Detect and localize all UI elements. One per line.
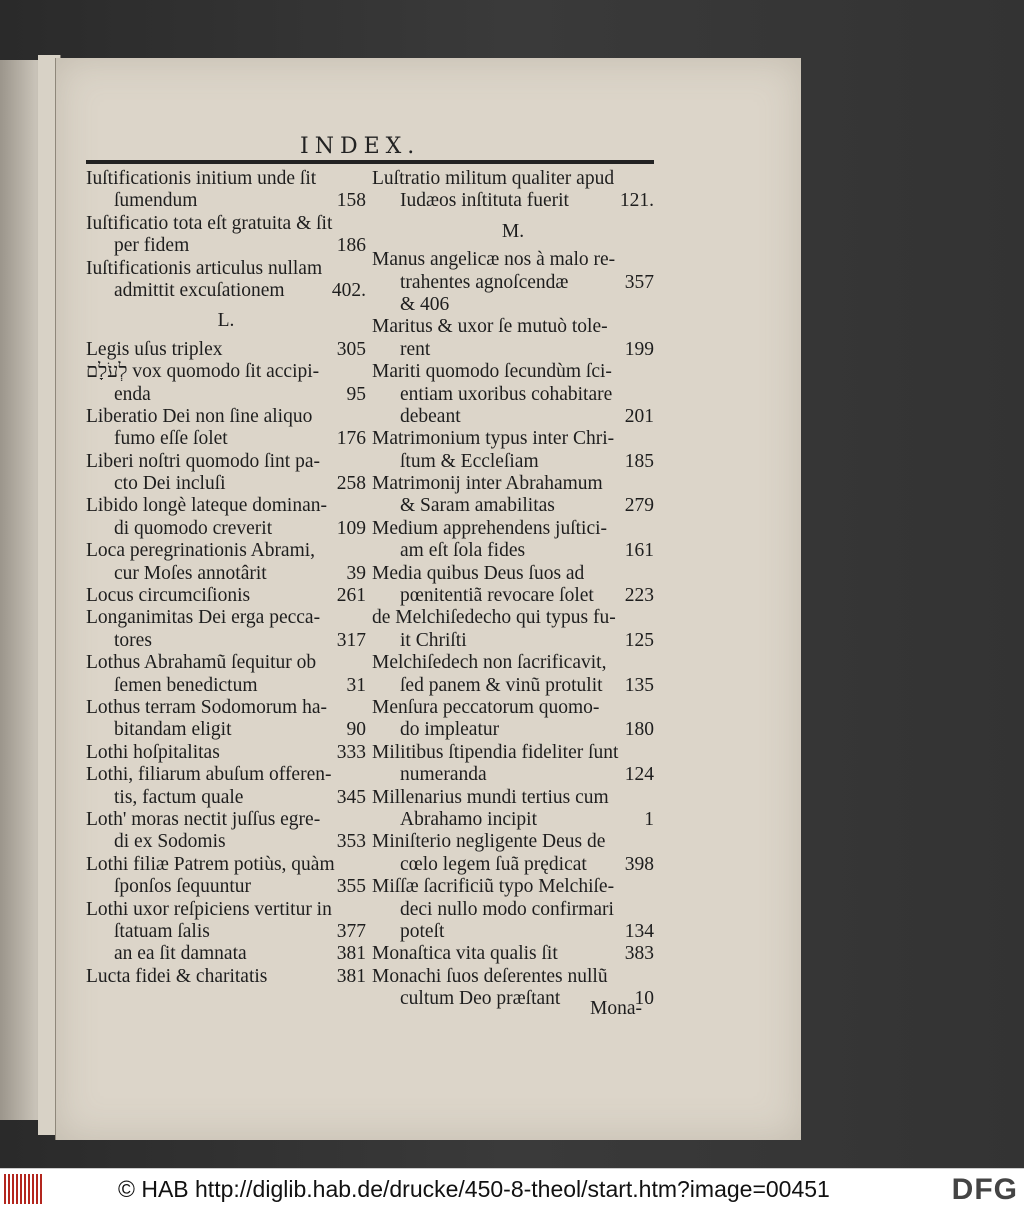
- index-entry: [86, 943, 366, 965]
- index-entry: [86, 652, 366, 697]
- heading-letter: L.: [217, 310, 235, 332]
- entry-text: Media quibus Deus ſuos ad: [372, 562, 585, 584]
- entry-text: it Chriſti: [400, 629, 467, 651]
- entry-text: Liberatio Dei non ſine aliquo: [86, 405, 313, 427]
- page-number: 201: [624, 405, 654, 427]
- entry-text: di quomodo creverit: [114, 517, 273, 539]
- entry-text: am eſt ſola fides: [400, 540, 526, 562]
- page-number: 10: [634, 988, 654, 1010]
- entry-text: rent: [400, 338, 431, 360]
- entry-text: cœlo legem ſuã prędicat: [400, 853, 587, 875]
- entry-text: cto Dei incluſi: [114, 473, 226, 495]
- page-number: 377: [336, 920, 366, 942]
- entry-text: numeranda: [400, 764, 487, 786]
- index-entry: [372, 787, 654, 832]
- page-number: 279: [624, 495, 654, 517]
- index-entry: [86, 607, 366, 652]
- index-entry: [372, 742, 654, 787]
- page-number: 185: [624, 450, 654, 472]
- entry-text: Abrahamo incipit: [400, 808, 538, 830]
- page-number: 121.: [619, 190, 654, 212]
- page-number: 124: [624, 764, 654, 786]
- page-number: 333: [336, 741, 366, 763]
- index-column-right: [372, 168, 654, 1010]
- entry-text: Legis uſus triplex: [86, 338, 223, 360]
- entry-text: Lothi uxor reſpiciens vertitur in: [86, 898, 332, 920]
- index-entry: [86, 361, 366, 406]
- entry-text: Locus circumciſionis: [86, 585, 251, 607]
- entry-text: Liberi noſtri quomodo ſint pa-: [86, 450, 320, 472]
- index-entry: [86, 258, 366, 303]
- index-entry: [86, 899, 366, 944]
- entry-text: pœnitentiã revocare ſolet: [400, 585, 594, 607]
- page-number: 317: [336, 629, 366, 651]
- page-number: 261: [336, 585, 366, 607]
- entry-text: ſtatuam ſalis: [114, 920, 210, 942]
- entry-text: לְעֹלָם vox quomodo ſit accipi-: [86, 361, 320, 383]
- entry-text: tis, factum quale: [114, 786, 244, 808]
- entry-text: admittit excuſationem: [114, 279, 285, 301]
- page-number: 353: [336, 831, 366, 853]
- index-entry: [372, 876, 654, 943]
- entry-text: bitandam eligit: [114, 719, 232, 741]
- heading-letter: M.: [501, 220, 525, 242]
- index-entry: [86, 854, 366, 899]
- footer-bar: [0, 1168, 1024, 1209]
- index-entry: [372, 168, 654, 213]
- entry-text: Lothi, filiarum abuſum offeren-: [86, 764, 332, 786]
- page-number: 381: [336, 943, 366, 965]
- entry-text: Iuſtificationis articulus nullam: [86, 257, 323, 279]
- page-number: 158: [336, 190, 366, 212]
- page-number: 381: [336, 965, 366, 987]
- entry-text: Iudæos inſtituta fuerit: [400, 190, 569, 212]
- entry-text: Monachi ſuos deſerentes nullũ: [372, 965, 608, 987]
- entry-text: Miniſterio negligente Deus de: [372, 831, 606, 853]
- entry-text: ſponſos ſequuntur: [114, 876, 252, 898]
- page-number: 161: [624, 540, 654, 562]
- entry-text: trahentes agnoſcendæ: [400, 271, 569, 293]
- index-entry: [372, 697, 654, 742]
- entry-text: Loca peregrinationis Abrami,: [86, 540, 316, 562]
- index-entry: [372, 943, 654, 965]
- entry-text: Lothi filiæ Patrem potiùs, quàm: [86, 853, 335, 875]
- entry-text: Miſſæ ſacrificiũ typo Melchiſe-: [372, 876, 615, 898]
- entry-text: cultum Deo præſtant: [400, 988, 561, 1010]
- entry-text: Maritus & uxor ſe mutuò tole-: [372, 316, 608, 338]
- index-entry: [372, 249, 654, 316]
- entry-text: Medium apprehendens juſtici-: [372, 517, 608, 539]
- entry-text: cur Moſes annotârit: [114, 562, 267, 584]
- entry-text: Luſtratio militum qualiter apud: [372, 168, 615, 189]
- index-entry: [372, 473, 654, 518]
- page-number: 355: [336, 876, 366, 898]
- page-number: 95: [346, 383, 366, 405]
- entry-text: Iuſtificationis initium unde ſit: [86, 168, 317, 189]
- page-number: 109: [336, 517, 366, 539]
- entry-text: Mariti quomodo ſecundùm ſci-: [372, 361, 612, 383]
- index-entry: [372, 652, 654, 697]
- page-number: 383: [624, 943, 654, 965]
- entry-text: poteſt: [400, 920, 445, 942]
- entry-text: ſumendum: [114, 190, 198, 212]
- page-number: 357: [624, 271, 654, 293]
- page-number: 258: [336, 473, 366, 495]
- entry-text: Manus angelicæ nos à malo re-: [372, 249, 616, 271]
- page-number: 134: [624, 920, 654, 942]
- index-entry: [372, 607, 654, 652]
- entry-text: Libido longè lateque dominan-: [86, 495, 327, 517]
- entry-text: per fidem: [114, 235, 190, 257]
- entry-text: do impleatur: [400, 719, 500, 741]
- entry-text: Militibus ſtipendia fideliter ſunt: [372, 741, 619, 763]
- entry-text: Melchiſedech non ſacrificavit,: [372, 652, 607, 674]
- dfg-logo: DFG: [951, 1173, 1018, 1206]
- hab-logo-icon: [4, 1174, 48, 1204]
- index-entry: [86, 495, 366, 540]
- catchword: Mona-: [590, 998, 642, 1019]
- entry-text: entiam uxoribus cohabitare: [400, 383, 613, 405]
- entry-text: Menſura peccatorum quomo-: [372, 696, 600, 718]
- page-number: 402.: [331, 279, 366, 301]
- entry-text: an ea ſit damnata: [114, 943, 247, 965]
- index-entry: [86, 451, 366, 496]
- index-entry: [372, 361, 654, 428]
- index-entry: [86, 540, 366, 585]
- page-number: 345: [336, 786, 366, 808]
- index-entry: [372, 518, 654, 563]
- page-number: 176: [336, 428, 366, 450]
- index-letter-heading: [86, 310, 366, 332]
- index-entry: [372, 316, 654, 361]
- page-number: 305: [336, 338, 366, 360]
- index-entry: [86, 966, 366, 988]
- entry-text: Matrimonij inter Abrahamum: [372, 473, 603, 495]
- footer-copyright-link[interactable]: © HAB http://diglib.hab.de/drucke/450-8-theol/start.htm?image=00451: [118, 1175, 830, 1202]
- entry-text: Lucta fidei & charitatis: [86, 965, 268, 987]
- entry-text: fumo eſſe ſolet: [114, 428, 228, 450]
- index-entry: [372, 831, 654, 876]
- entry-text: Monaſtica vita qualis ſit: [372, 943, 558, 965]
- page-number: 1: [644, 808, 654, 830]
- entry-text: di ex Sodomis: [114, 831, 226, 853]
- entry-text: de Melchiſedecho qui typus fu-: [372, 607, 616, 629]
- index-column-left: [86, 168, 366, 988]
- entry-text: Longanimitas Dei erga pecca-: [86, 607, 321, 629]
- index-letter-heading: [372, 221, 654, 243]
- entry-text: Loth' moras nectit juſſus egre-: [86, 808, 321, 830]
- page-number: 180: [624, 719, 654, 741]
- page-number: 90: [346, 719, 366, 741]
- entry-text: enda: [114, 383, 151, 405]
- entry-text: Iuſtificatio tota eſt gratuita & ſit: [86, 212, 333, 234]
- entry-text: Matrimonium typus inter Chri-: [372, 428, 615, 450]
- entry-text: deci nullo modo confirmari: [400, 898, 614, 920]
- entry-text: & Saram amabilitas: [400, 495, 555, 517]
- index-entry: [86, 697, 366, 742]
- index-entry: [86, 406, 366, 451]
- page-number: 398: [624, 853, 654, 875]
- running-header: INDEX.: [300, 134, 421, 159]
- entry-text: Lothi hoſpitalitas: [86, 741, 220, 763]
- entry-text: tores: [114, 629, 152, 651]
- entry-text: Millenarius mundi tertius cum: [372, 786, 609, 808]
- header-rule: [86, 160, 654, 164]
- index-entry: [372, 428, 654, 473]
- index-entry: [86, 809, 366, 854]
- entry-text: ſtum & Eccleſiam: [400, 450, 539, 472]
- page-number: 39: [346, 562, 366, 584]
- entry-text: & 406: [400, 293, 450, 315]
- entry-text: debeant: [400, 405, 461, 427]
- index-entry: [86, 168, 366, 213]
- page-number: 199: [624, 338, 654, 360]
- entry-text: Lothus terram Sodomorum ha-: [86, 696, 327, 718]
- entry-text: Lothus Abrahamũ ſequitur ob: [86, 652, 317, 674]
- index-entry: [86, 339, 366, 361]
- page-number: 125: [624, 629, 654, 651]
- index-entry: [86, 585, 366, 607]
- page-number: 223: [624, 585, 654, 607]
- index-entry: [86, 742, 366, 764]
- page-number: 31: [346, 674, 366, 696]
- index-entry: [86, 764, 366, 809]
- entry-text: ſemen benedictum: [114, 674, 258, 696]
- page-number: 135: [624, 674, 654, 696]
- index-entry: [86, 213, 366, 258]
- index-entry: [372, 563, 654, 608]
- page-number: 186: [336, 235, 366, 257]
- entry-text: ſed panem & vinũ protulit: [400, 674, 603, 696]
